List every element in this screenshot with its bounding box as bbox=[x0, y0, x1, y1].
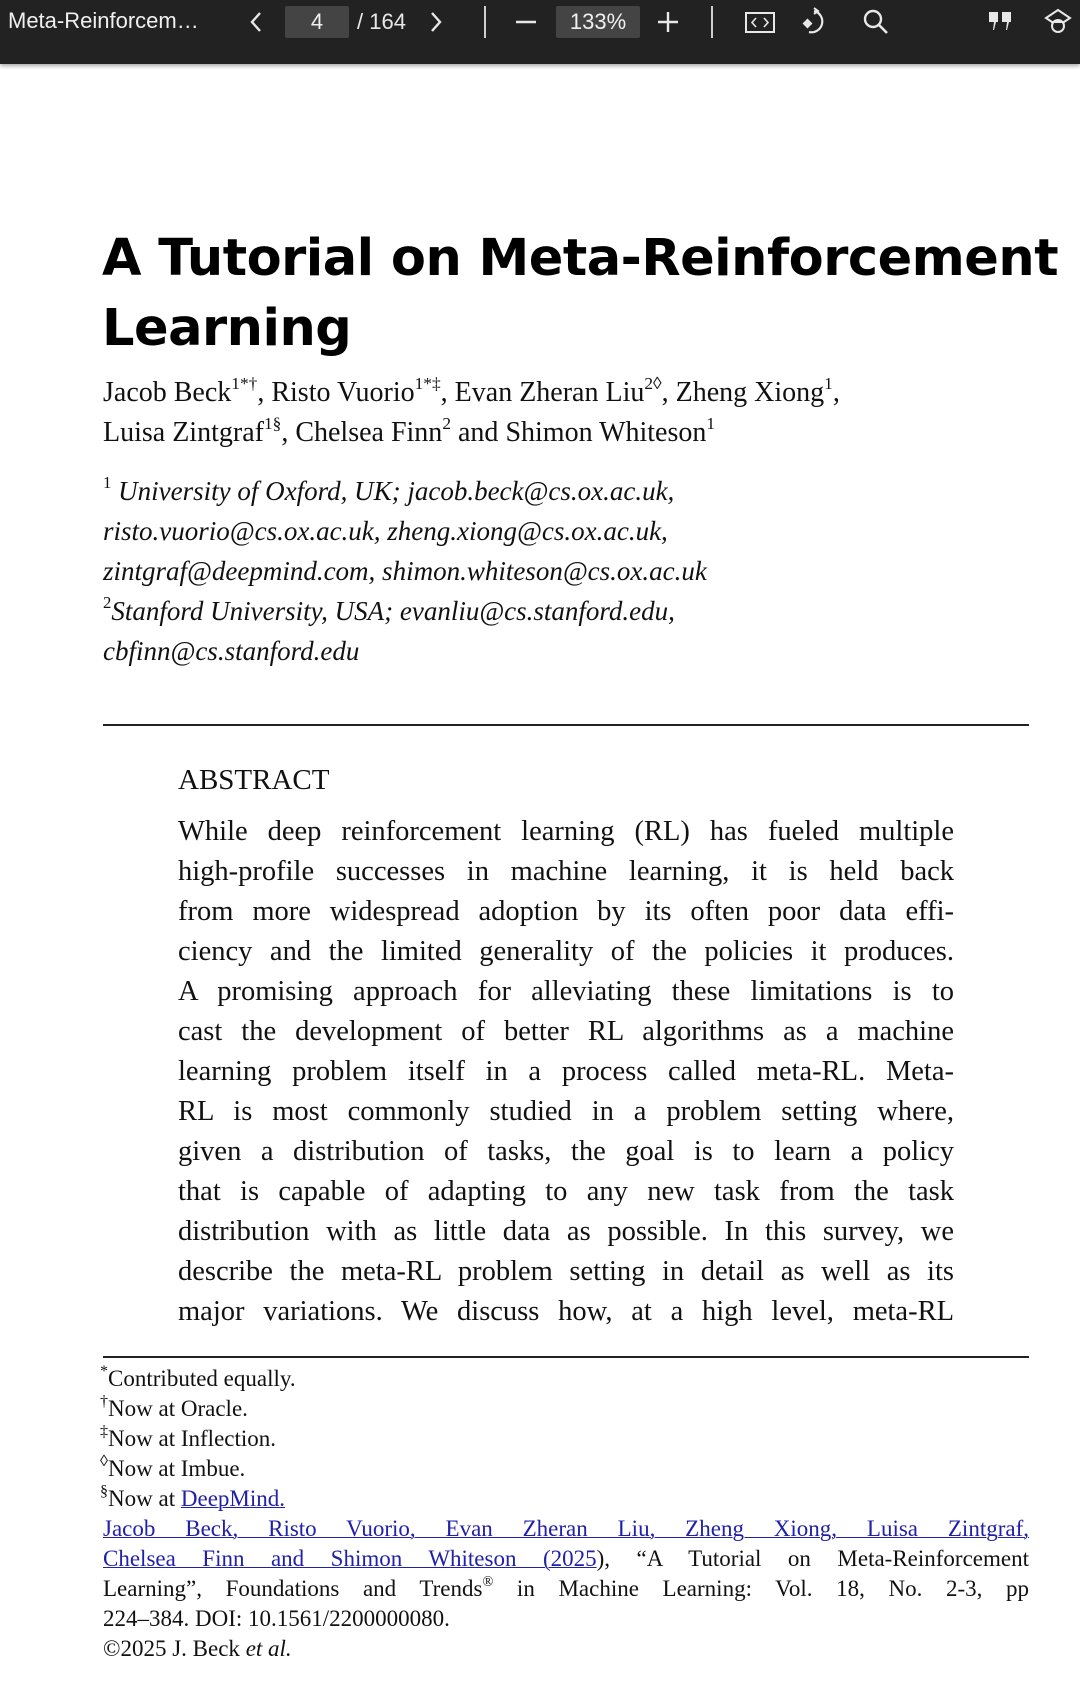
affiliation-line bbox=[103, 471, 674, 511]
footnote-text: Contributed equally. bbox=[108, 1366, 296, 1391]
author-affil-mark: 1 bbox=[824, 373, 833, 393]
footnote-rule bbox=[103, 1356, 1029, 1358]
author-name: Jacob Beck bbox=[103, 377, 232, 408]
footnote-mark: * bbox=[100, 1362, 109, 1380]
rotate-icon bbox=[800, 7, 832, 37]
footnote bbox=[100, 1484, 285, 1514]
paper-title-line: Learning bbox=[102, 299, 352, 358]
chevron-left-icon bbox=[249, 10, 263, 34]
toolbar-divider bbox=[484, 6, 486, 38]
citation-line bbox=[103, 1544, 1029, 1574]
author-affil-mark: 1*† bbox=[231, 373, 258, 393]
minus-icon bbox=[514, 10, 538, 34]
page-total: / 164 bbox=[357, 9, 406, 34]
abstract-line: that is capable of adapting to any new task from the task bbox=[178, 1176, 954, 1207]
author-affil-mark: 1 bbox=[706, 413, 716, 433]
document-title: Meta-Reinforcem… bbox=[8, 8, 199, 33]
affiliation-line: cbfinn@cs.stanford.edu bbox=[103, 636, 360, 666]
footnote bbox=[100, 1454, 245, 1484]
copyright-etal: et al. bbox=[245, 1636, 292, 1661]
horizontal-rule bbox=[103, 724, 1029, 726]
affiliation-text: Stanford University, USA; evanliu@cs.stanford.edu, bbox=[111, 596, 675, 626]
abstract-line: RL is most commonly studied in a problem setting where, bbox=[178, 1096, 954, 1127]
author-name: Shimon Whiteson bbox=[505, 417, 707, 448]
author-affil-mark: 1*‡ bbox=[414, 373, 441, 393]
footnote-text: Now at bbox=[108, 1486, 181, 1511]
footnote-text: Now at Oracle. bbox=[108, 1396, 248, 1421]
footnote bbox=[100, 1394, 248, 1424]
footnote-mark: ◊ bbox=[100, 1452, 108, 1470]
footnote bbox=[100, 1364, 296, 1394]
zoom-in-button[interactable] bbox=[654, 8, 682, 36]
citation-authors-link[interactable]: Chelsea Finn and Shimon Whiteson (2025 bbox=[103, 1546, 597, 1571]
affiliation-number: 2 bbox=[103, 593, 112, 613]
abstract-line: learning problem itself in a process called meta-RL. Meta- bbox=[178, 1056, 954, 1087]
next-page-button[interactable] bbox=[424, 8, 448, 36]
abstract-line: major variations. We discuss how, at a high level, meta-RL bbox=[178, 1296, 954, 1327]
search-button[interactable] bbox=[860, 8, 892, 36]
author-separator: , bbox=[661, 377, 676, 408]
abstract-line: from more widespread adoption by its often poor data effi- bbox=[178, 896, 954, 927]
abstract-line: distribution with as little data as possible. In this survey, we bbox=[178, 1216, 954, 1247]
citation-authors-link[interactable]: Jacob Beck, Risto Vuorio, Evan Zheran Liu, Zheng Xiong, Luisa Zintgraf, bbox=[103, 1516, 1029, 1541]
affiliation-text: University of Oxford, UK; jacob.beck@cs.ox.ac.uk, bbox=[118, 476, 675, 506]
affiliation-number: 1 bbox=[103, 473, 112, 493]
footnote-mark: § bbox=[100, 1482, 109, 1500]
author-name: Luisa Zintgraf bbox=[103, 417, 264, 448]
abstract-line: high-profile successes in machine learning, it is held back bbox=[178, 856, 954, 887]
author-name: Risto Vuorio bbox=[271, 377, 415, 408]
author-separator: , bbox=[440, 377, 455, 408]
author-name: Chelsea Finn bbox=[295, 417, 443, 448]
footnote-text: Now at Imbue. bbox=[107, 1456, 246, 1481]
fit-to-page-button[interactable] bbox=[744, 8, 776, 36]
authors-line-2 bbox=[103, 413, 715, 453]
abstract-line: describe the meta-RL problem setting in detail as well as its bbox=[178, 1256, 954, 1287]
authors-line-1 bbox=[103, 373, 840, 413]
citation-line bbox=[103, 1574, 1029, 1604]
toolbar-divider bbox=[711, 6, 713, 38]
scholar-button[interactable] bbox=[1042, 8, 1074, 36]
affiliation-line: zintgraf@deepmind.com, shimon.whiteson@cs.ox.ac.uk bbox=[103, 556, 707, 586]
plus-icon bbox=[656, 10, 680, 34]
citation-line bbox=[103, 1514, 1029, 1544]
scholar-icon bbox=[1043, 7, 1073, 37]
citation-text: in Machine Learning: Vol. 18, No. 2-3, pp bbox=[493, 1576, 1030, 1601]
footnote bbox=[100, 1424, 276, 1454]
citation-text: Learning”, Foundations and Trends bbox=[103, 1576, 483, 1601]
abstract-line: While deep reinforcement learning (RL) has fueled multiple bbox=[178, 816, 954, 847]
page-number-input[interactable] bbox=[285, 6, 349, 38]
abstract-heading: ABSTRACT bbox=[178, 764, 330, 796]
affiliation-line bbox=[103, 591, 675, 631]
registered-mark: ® bbox=[482, 1573, 494, 1590]
abstract-line: A promising approach for alleviating these limitations is to bbox=[178, 976, 954, 1007]
author-separator: , bbox=[257, 377, 272, 408]
abstract-line: cast the development of better RL algorithms as a machine bbox=[178, 1016, 954, 1047]
chevron-right-icon bbox=[429, 10, 443, 34]
fit-width-icon bbox=[744, 10, 776, 34]
abstract-line: ciency and the limited generality of the policies it produces. bbox=[178, 936, 954, 967]
zoom-out-button[interactable] bbox=[512, 8, 540, 36]
abstract-line: given a distribution of tasks, the goal is to learn a policy bbox=[178, 1136, 954, 1167]
copyright-line bbox=[103, 1634, 1029, 1664]
author-affil-mark: 2 bbox=[442, 413, 451, 433]
cite-button[interactable] bbox=[986, 8, 1016, 36]
footnote-text: Now at Inflection. bbox=[108, 1426, 277, 1451]
pdf-toolbar bbox=[0, 0, 1080, 64]
previous-page-button[interactable] bbox=[244, 8, 268, 36]
author-separator: , bbox=[832, 377, 840, 408]
author-separator: and bbox=[451, 417, 506, 448]
pdf-page bbox=[0, 64, 1080, 1692]
paper-title-line: A Tutorial on Meta-Reinforcement bbox=[102, 229, 1059, 288]
copyright-text: ©2025 J. Beck bbox=[103, 1636, 246, 1661]
citation-line: 224–384. DOI: 10.1561/2200000080. bbox=[103, 1606, 450, 1631]
quote-icon bbox=[987, 9, 1015, 35]
author-affil-mark: 2◊ bbox=[644, 373, 662, 393]
rotate-button[interactable] bbox=[800, 8, 832, 36]
footnote-mark: † bbox=[100, 1392, 109, 1410]
zoom-level-input[interactable] bbox=[556, 6, 640, 38]
footnote-mark: ‡ bbox=[100, 1422, 109, 1440]
author-name: Zheng Xiong bbox=[675, 377, 825, 408]
affiliation-line: risto.vuorio@cs.ox.ac.uk, zheng.xiong@cs.ox.ac.uk, bbox=[103, 516, 668, 546]
author-affil-mark: 1§ bbox=[263, 413, 282, 433]
search-icon bbox=[862, 8, 890, 36]
citation-text: ), “A Tutorial on Meta-Reinforcement bbox=[596, 1546, 1029, 1571]
deepmind-link[interactable]: DeepMind. bbox=[180, 1486, 285, 1511]
author-name: Evan Zheran Liu bbox=[454, 377, 645, 408]
author-separator: , bbox=[281, 417, 296, 448]
